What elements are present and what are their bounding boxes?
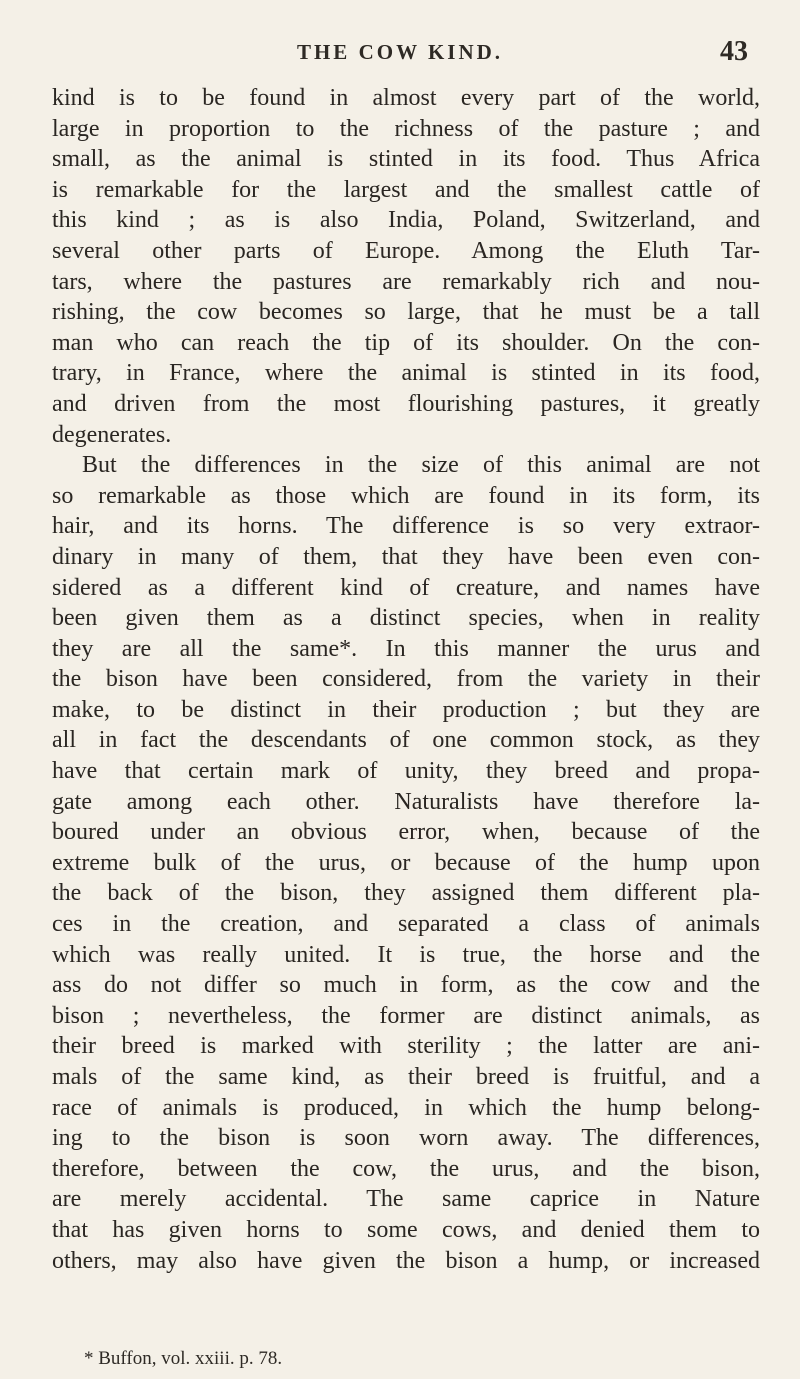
body-text <box>52 83 760 1276</box>
page-number: 43 <box>720 36 748 67</box>
text-line: all in fact the descendants of one common stock, as they <box>52 727 760 754</box>
text-line: trary, in France, where the animal is stinted in its food, <box>52 360 760 387</box>
text-line: the back of the bison, they assigned them different pla- <box>52 880 760 907</box>
paragraph-start-line: But the differences in the size of this animal are not <box>82 452 760 479</box>
text-line: bison ; nevertheless, the former are distinct animals, as <box>52 1002 760 1029</box>
text-line: ing to the bison is soon worn away. The differences, <box>52 1125 760 1152</box>
text-line: make, to be distinct in their production ; but they are <box>52 696 760 723</box>
running-title: THE COW KIND. <box>296 40 504 64</box>
text-line: several other parts of Europe. Among the Eluth Tar- <box>52 237 760 264</box>
footnote: * Buffon, vol. xxiii. p. 78. <box>84 1348 283 1369</box>
text-line: ass do not differ so much in form, as the cow and the <box>52 972 760 999</box>
text-line: they are all the same*. In this manner the urus and <box>52 635 760 662</box>
text-line: are merely accidental. The same caprice in Nature <box>52 1186 760 1213</box>
text-line: extreme bulk of the urus, or because of the hump upon <box>52 849 760 876</box>
text-line: so remarkable as those which are found in its form, its <box>52 482 760 509</box>
text-line: degenerates. <box>52 421 172 448</box>
text-line: have that certain mark of unity, they breed and propa- <box>52 758 760 785</box>
text-line: ces in the creation, and separated a class of animals <box>52 911 760 938</box>
text-line: gate among each other. Naturalists have therefore la- <box>52 788 760 815</box>
text-line: race of animals is produced, in which the hump belong- <box>52 1094 760 1121</box>
text-line: their breed is marked with sterility ; the latter are ani- <box>52 1033 760 1060</box>
text-line: this kind ; as is also India, Poland, Switzerland, and <box>52 207 760 234</box>
text-line: small, as the animal is stinted in its food. Thus Africa <box>52 146 760 173</box>
text-line: that has given horns to some cows, and denied them to <box>52 1216 760 1243</box>
page-header <box>52 36 748 80</box>
text-line: mals of the same kind, as their breed is fruitful, and a <box>52 1064 760 1090</box>
text-line: is remarkable for the largest and the smallest cattle of <box>52 176 760 203</box>
text-line: and driven from the most flourishing pastures, it greatly <box>52 390 760 417</box>
text-line: dinary in many of them, that they have been even con- <box>52 543 760 570</box>
text-line: hair, and its horns. The difference is so very extraor- <box>52 513 760 540</box>
text-line: the bison have been considered, from the variety in their <box>52 666 760 693</box>
text-line: boured under an obvious error, when, because of the <box>52 819 760 846</box>
text-line: tars, where the pastures are remarkably rich and nou- <box>52 268 760 295</box>
text-line: kind is to be found in almost every part of the world, <box>52 85 760 111</box>
text-line: others, may also have given the bison a hump, or increased <box>52 1247 760 1274</box>
text-line: rishing, the cow becomes so large, that he must be a tall <box>52 299 760 326</box>
text-line: therefore, between the cow, the urus, and the bison, <box>52 1155 760 1182</box>
text-line: been given them as a distinct species, when in reality <box>52 605 760 632</box>
text-line: sidered as a different kind of creature, and names have <box>52 574 760 601</box>
text-line: large in proportion to the richness of the pasture ; and <box>52 115 760 142</box>
text-line: man who can reach the tip of its shoulder. On the con- <box>52 329 760 356</box>
text-line: which was really united. It is true, the horse and the <box>52 941 760 968</box>
